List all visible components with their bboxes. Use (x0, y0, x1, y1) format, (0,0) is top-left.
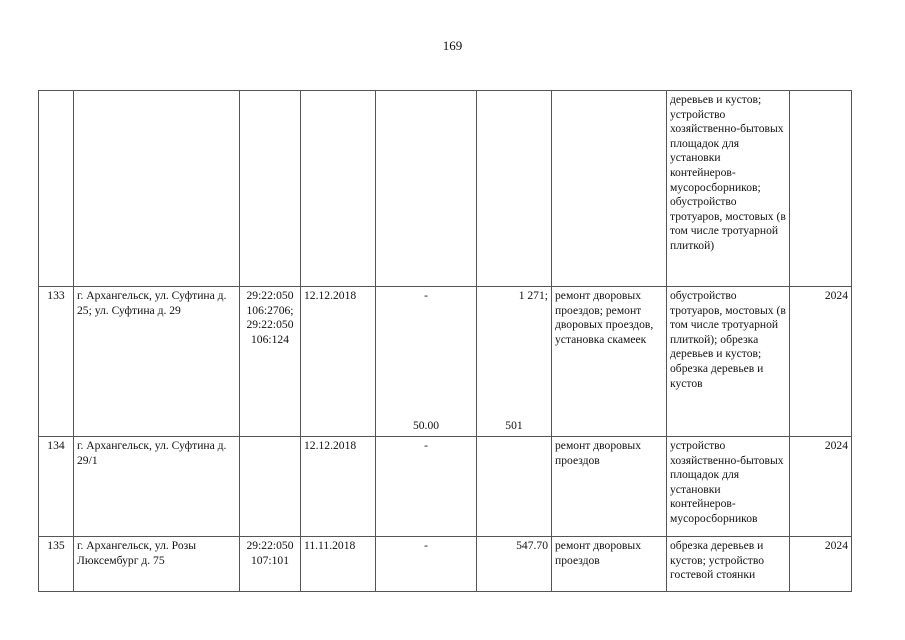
cadastral-cell: 29:22:050 106:2706; 29:22:050 106:124 (240, 287, 301, 437)
value-a-cell: - (376, 437, 477, 537)
value-b-cell: 547.70 (477, 537, 552, 592)
extra-works-cell: устройство хозяйственно-бытовых площадок для установки контейнеров-мусоросборников (667, 437, 790, 537)
value-a-cell (376, 287, 477, 437)
works-cell: ремонт дворовых проездов; ремонт дворовых проездов, установка скамеек (552, 287, 667, 437)
table-row (39, 91, 852, 287)
year-cell: 2024 (790, 437, 852, 537)
value-a-top: - (424, 289, 428, 302)
page-number: 169 (442, 38, 463, 53)
date-cell: 12.12.2018 (301, 287, 376, 437)
cadastral-cell: 29:22:050 107:101 (240, 537, 301, 592)
address-cell: г. Архангельск, ул. Розы Люксембург д. 75 (74, 537, 240, 592)
table-row (39, 537, 852, 592)
address-cell: г. Архангельск, ул. Суфтина д. 25; ул. Суфтина д. 29 (74, 287, 240, 437)
date-cell: 12.12.2018 (301, 437, 376, 537)
year-cell: 2024 (790, 287, 852, 437)
value-b-cell (477, 437, 552, 537)
works-cell: ремонт дворовых проездов (552, 437, 667, 537)
date-cell: 11.11.2018 (301, 537, 376, 592)
year-cell: 2024 (790, 537, 852, 592)
row-number: 133 (39, 287, 74, 437)
register-table (38, 90, 852, 592)
address-cell (74, 91, 240, 287)
value-b-top: 1 271; (518, 289, 548, 302)
value-b-cell (477, 287, 552, 437)
row-number (39, 91, 74, 287)
value-a-cell (376, 91, 477, 287)
value-b-cell (477, 91, 552, 287)
value-a-bottom: 50.00 (412, 419, 440, 433)
cadastral-cell (240, 437, 301, 537)
table-row (39, 437, 852, 537)
table-row (39, 287, 852, 437)
cadastral-cell (240, 91, 301, 287)
row-number: 134 (39, 437, 74, 537)
address-cell: г. Архангельск, ул. Суфтина д. 29/1 (74, 437, 240, 537)
extra-works-cell: обрезка деревьев и кустов; устройство гостевой стоянки (667, 537, 790, 592)
date-cell (301, 91, 376, 287)
extra-works-cell: обустройство тротуаров, мостовых (в том числе тротуарной плиткой); обрезка деревьев и кустов; обрезка деревьев и кустов (667, 287, 790, 437)
works-cell: ремонт дворовых проездов (552, 537, 667, 592)
year-cell (790, 91, 852, 287)
extra-works-cell: деревьев и кустов; устройство хозяйственно-бытовых площадок для установки контейнеров-мусоросборников; обустройство тротуаров, мостовых (в том числе тротуарной плиткой) (667, 91, 790, 287)
works-cell (552, 91, 667, 287)
row-number: 135 (39, 537, 74, 592)
value-b-bottom: 501 (505, 419, 523, 433)
value-a-cell: - (376, 537, 477, 592)
